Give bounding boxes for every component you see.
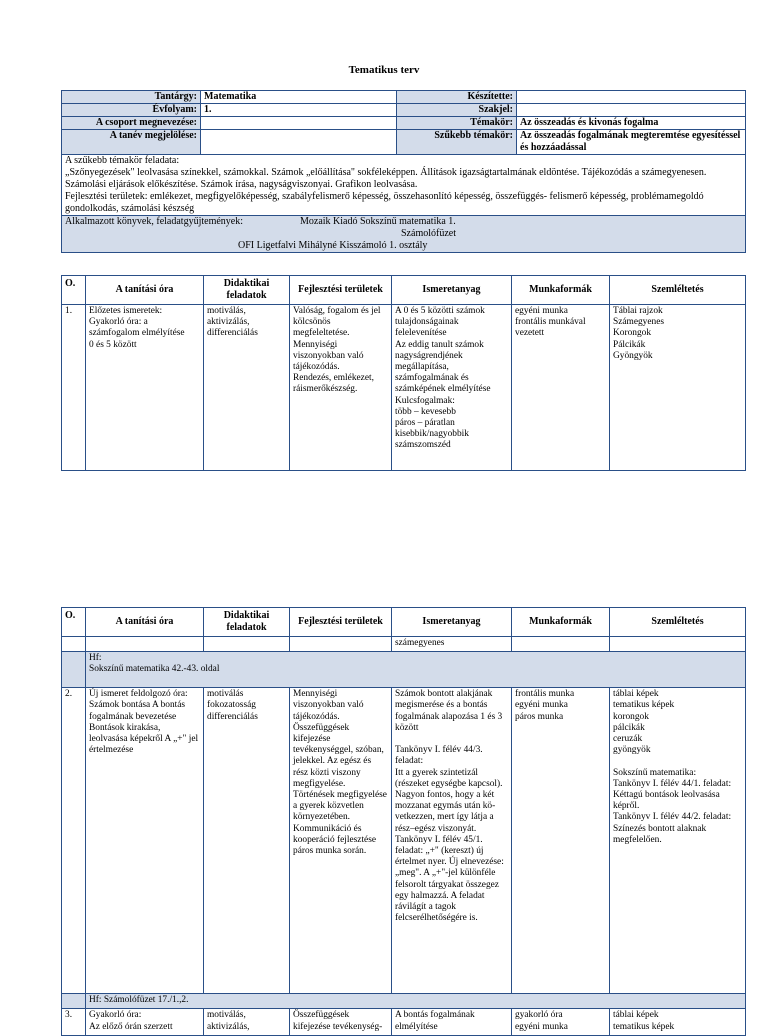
- keszitette-value: [517, 91, 746, 104]
- col-header-o: O.: [62, 608, 86, 637]
- temakor-value: Az összeadás és kivonás fogalma: [517, 117, 746, 130]
- homework-row: [62, 994, 746, 1009]
- cell-ora: Előzetes ismeretek: Gyakorló óra: a számfogalom elmélyítése 0 és 5 között: [86, 305, 204, 471]
- tantargy-label: Tantárgy:: [62, 91, 201, 104]
- cell-fejlesztesi: Összefüggések kifejezése tevékenység-: [290, 1009, 392, 1035]
- cell-munkaformak: gyakorló óra egyéni munka: [512, 1009, 610, 1035]
- col-header-szemleltetes: Szemléltetés: [610, 276, 746, 305]
- books-label: Alkalmazott könyvek, feladatgyűjtemények:: [65, 216, 243, 227]
- col-header-didaktikai: Didaktikai feladatok: [204, 276, 290, 305]
- csoport-value: [201, 117, 397, 130]
- col-header-didaktikai: Didaktikai feladatok: [204, 608, 290, 637]
- row-number: 1.: [62, 305, 86, 471]
- szakjel-label: Szakjel:: [397, 104, 517, 117]
- cell-didaktikai: motiválás, aktivizálás,: [204, 1009, 290, 1035]
- homework-text: Hf: Számolófüzet 17./1.,2.: [86, 994, 746, 1009]
- table-row: [62, 637, 746, 652]
- lesson-plan-table-1: [61, 275, 746, 471]
- plan-header-row: [62, 608, 746, 637]
- tanev-value: [201, 130, 397, 155]
- szukebb-temakor-label: Szűkebb témakör:: [397, 130, 517, 155]
- keszitette-label: Készítette:: [397, 91, 517, 104]
- tantargy-value: Matematika: [201, 91, 397, 104]
- cell-ora: Gyakorló óra: Az előző órán szerzett: [86, 1009, 204, 1035]
- books-line3: OFI Ligetfalvi Mihályné Kisszámoló 1. osztály: [238, 240, 428, 251]
- lesson-plan-table-2: [61, 607, 746, 1036]
- cell-didaktikai: motiválás fokozatosság differenciálás: [204, 688, 290, 994]
- col-header-ora: A tanítási óra: [86, 276, 204, 305]
- col-header-fejlesztesi: Fejlesztési területek: [290, 608, 392, 637]
- col-header-munkaformak: Munkaformák: [512, 608, 610, 637]
- col-header-ora: A tanítási óra: [86, 608, 204, 637]
- cell-ismeretanyag: Számok bontott alakjának megismerése és a bontás fogalmának alapozása 1 és 3 között Tankönyv I. félév 44/3. feladat: Itt a gyerek szintetizál (részeket egységbe kapcsol). Nagyon fontos, hogy a két mozzanat egymás után kö- vetkezzen, mert így látja a rész–egész viszonyát. Tankönyv I. félév 45/1. feladat: „+" (kereszt) új értelmet nyer. Új elnevezése: „meg". A „+"-jel különféle felsorolt tárgyakat összegez egy halmazzá. A feladat rávilágít a tagok felcserélhetőségére is.: [392, 688, 512, 994]
- szakjel-value: [517, 104, 746, 117]
- temakor-label: Témakör:: [397, 117, 517, 130]
- cell-ismeretanyag: A 0 és 5 közötti számok tulajdonságainak felelevenítése Az eddig tanult számok nagyságrendjének megállapítása, számfogalmának és számképének elmélyítése Kulcsfogalmak: több – kevesebb páros – páratlan kisebbik/nagyobbik számszomszéd: [392, 305, 512, 471]
- cell-fejlesztesi: Mennyiségi viszonyokban való tájékozódás. Összefüggések kifejezése tevékenységgel, szóban, jelekkel. Az egész és rész közti viszony megfigyelése. Történések megfigyelése a gyerek közvetlen környezetében. Kommunikáció és kooperáció fejlesztése páros munka során.: [290, 688, 392, 994]
- tanev-label: A tanév megjelölése:: [62, 130, 201, 155]
- cell-ismeretanyag: számegyenes: [392, 637, 512, 652]
- books-line1: Mozaik Kiadó Sokszínű matematika 1.: [300, 216, 456, 227]
- szukebb-temakor-value: Az összeadás fogalmának megteremtése egyesítéssel és hozzáadással: [517, 130, 746, 155]
- cell-munkaformak: frontális munka egyéni munka páros munka: [512, 688, 610, 994]
- col-header-o: O.: [62, 276, 86, 305]
- cell-fejlesztesi: Valóság, fogalom és jel kölcsönös megfeleltetése. Mennyiségi viszonyokban való tájékozódás. Rendezés, emlékezet, ráismerőkészség.: [290, 305, 392, 471]
- evfolyam-value: 1.: [201, 104, 397, 117]
- table-row: [62, 305, 746, 471]
- homework-text: Hf: Sokszínű matematika 42.-43. oldal: [86, 652, 746, 688]
- homework-row: [62, 652, 746, 688]
- cell-szemleltetes: Táblai rajzok Számegyenes Korongok Pálcikák Gyöngyök: [610, 305, 746, 471]
- col-header-munkaformak: Munkaformák: [512, 276, 610, 305]
- books-line2: Számolófüzet: [401, 228, 456, 239]
- evfolyam-label: Évfolyam:: [62, 104, 201, 117]
- cell-didaktikai: motiválás, aktivizálás, differenciálás: [204, 305, 290, 471]
- books-cell: [62, 216, 746, 253]
- col-header-ismeretanyag: Ismeretanyag: [392, 276, 512, 305]
- cell-ismeretanyag: A bontás fogalmának elmélyítése: [392, 1009, 512, 1035]
- table-row: [62, 1009, 746, 1035]
- csoport-label: A csoport megnevezése:: [62, 117, 201, 130]
- plan-header-row: [62, 276, 746, 305]
- col-header-ismeretanyag: Ismeretanyag: [392, 608, 512, 637]
- table-row: [62, 688, 746, 994]
- col-header-fejlesztesi: Fejlesztési területek: [290, 276, 392, 305]
- cell-szemleltetes: táblai képek tematikus képek korongok pálcikák ceruzák gyöngyök Sokszínű matematika: Tankönyv I. félév 44/1. feladat: Kéttagú bontások leolvasása képről. Tankönyv I. félév 44/2. feladat: Színezés bontott alaknak megfelelően.: [610, 688, 746, 994]
- cell-munkaformak: egyéni munka frontális munkával vezetett: [512, 305, 610, 471]
- cell-ora: Új ismeret feldolgozó óra: Számok bontása A bontás fogalmának bevezetése Bontások kirakása, leolvasása képekről A „+" jel értelmezése: [86, 688, 204, 994]
- feladat-description: A szűkebb témakör feladata: „Szőnyegezések" leolvasása színekkel, számokkal. Számok „előállítása" sokféleképpen. Állítások igazságtartalmának eldöntése. Tájékozódás a számegyenesen. Számolási eljárások előkészítése. Számok írása, nagyságviszonyai. Grafikon leolvasása. Fejlesztési területek: emlékezet, megfigyelőképesség, szabályfelismerő képesség, összehasonlító képesség, összefüggés- felismerő képesség, problémamegoldó gondolkodás, számolási készség: [62, 155, 746, 216]
- cell-szemleltetes: táblai képek tematikus képek: [610, 1009, 746, 1035]
- document-title: Tematikus terv: [348, 64, 420, 76]
- col-header-szemleltetes: Szemléltetés: [610, 608, 746, 637]
- row-number: 2.: [62, 688, 86, 994]
- info-table: [61, 90, 746, 253]
- row-number: 3.: [62, 1009, 86, 1035]
